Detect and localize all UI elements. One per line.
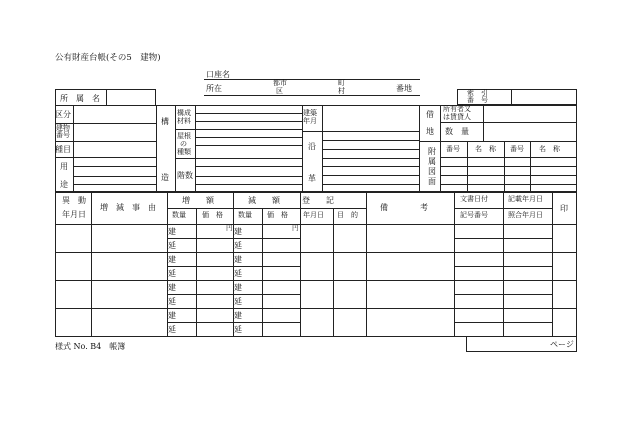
history-label: 沿 bbox=[308, 142, 316, 151]
plan-label-3: 図 bbox=[428, 167, 436, 176]
row-1-building-dec: 建 bbox=[234, 227, 242, 236]
row-1-floor-dec: 延 bbox=[234, 241, 242, 250]
row-2-building-dec: 建 bbox=[234, 255, 242, 264]
number-col-label-2: 番号 bbox=[510, 145, 524, 153]
owner-label-2: は賃貸人 bbox=[443, 113, 471, 121]
material-label: 構成 bbox=[177, 109, 191, 117]
increase-qty-label: 数量 bbox=[172, 211, 186, 219]
form-number-label: 様式 No. B4 帳簿 bbox=[55, 342, 126, 351]
type-label: 種目 bbox=[55, 145, 71, 154]
row-1-floor: 延 bbox=[168, 241, 176, 250]
row-2-floor-dec: 延 bbox=[234, 269, 242, 278]
roof-label: 屋根 bbox=[177, 132, 191, 140]
registry-date-label: 年月日 bbox=[303, 211, 324, 219]
decrease-qty-label: 数量 bbox=[238, 211, 252, 219]
use-label-2: 途 bbox=[60, 180, 68, 189]
row-2-building: 建 bbox=[168, 255, 176, 264]
building-number-label: 建物 bbox=[56, 124, 70, 132]
remarks-label: 備 考 bbox=[380, 203, 428, 212]
history-label-2: 革 bbox=[308, 174, 316, 183]
entry-date-label: 記載年月日 bbox=[508, 195, 543, 203]
leased-land-label: 借 bbox=[426, 110, 434, 119]
built-date-label: 建築 bbox=[303, 109, 317, 117]
index-number-label: 番 号 bbox=[467, 96, 488, 104]
quantity-label: 数 量 bbox=[445, 127, 469, 136]
lot-label: 番地 bbox=[396, 84, 412, 93]
document-title: 公有財産台帳(その5 建物) bbox=[55, 53, 161, 63]
plan-label-1: 附 bbox=[428, 147, 436, 156]
name-col-label: 名 称 bbox=[475, 145, 496, 153]
row-4-floor-dec: 延 bbox=[234, 325, 242, 334]
department-label: 所 属 名 bbox=[60, 94, 100, 103]
row-2-floor: 延 bbox=[168, 269, 176, 278]
registry-label: 登 記 bbox=[302, 196, 334, 205]
material-label-2: 材料 bbox=[177, 117, 191, 125]
doc-number-label: 記号番号 bbox=[460, 211, 488, 219]
row-3-building: 建 bbox=[168, 283, 176, 292]
account-name-label: 口座名 bbox=[206, 70, 230, 79]
doc-date-label: 文書日付 bbox=[460, 195, 488, 203]
category-label: 区分 bbox=[55, 110, 71, 119]
check-date-label: 照合年月日 bbox=[508, 211, 543, 219]
row-3-floor: 延 bbox=[168, 297, 176, 306]
page-label: ページ bbox=[550, 340, 574, 349]
decrease-label: 減 額 bbox=[248, 196, 280, 205]
yen-unit-decrease: 円 bbox=[292, 224, 299, 232]
row-1-building: 建 bbox=[168, 227, 176, 236]
change-date-label-2: 年月日 bbox=[62, 210, 86, 219]
ward-label: 区 bbox=[276, 87, 283, 95]
owner-label: 所有者又 bbox=[443, 105, 471, 113]
use-label: 用 bbox=[60, 162, 68, 171]
city-label: 都市 bbox=[273, 79, 287, 87]
number-col-label: 番号 bbox=[446, 145, 460, 153]
name-col-label-2: 名 称 bbox=[539, 145, 560, 153]
leased-land-label-2: 地 bbox=[426, 127, 434, 136]
increase-label: 増 額 bbox=[182, 196, 214, 205]
decrease-price-label: 価 格 bbox=[267, 211, 288, 219]
plan-label-2: 属 bbox=[428, 157, 436, 166]
location-label: 所在 bbox=[206, 84, 222, 93]
index-label: 索 引 bbox=[467, 89, 488, 97]
town-label: 町 bbox=[338, 79, 345, 87]
increase-price-label: 価 格 bbox=[202, 211, 223, 219]
built-date-label-2: 年月 bbox=[303, 117, 317, 125]
building-number-label-2: 番号 bbox=[56, 131, 70, 139]
registry-purpose-label: 目 的 bbox=[337, 211, 358, 219]
village-label: 村 bbox=[338, 87, 345, 95]
row-4-floor: 延 bbox=[168, 325, 176, 334]
row-4-building-dec: 建 bbox=[234, 311, 242, 320]
structure-label-2: 造 bbox=[161, 173, 169, 182]
seal-label: 印 bbox=[560, 204, 568, 213]
row-3-building-dec: 建 bbox=[234, 283, 242, 292]
floors-label: 階数 bbox=[177, 171, 193, 180]
plan-label-4: 面 bbox=[428, 177, 436, 186]
roof-label-3: 種類 bbox=[177, 148, 191, 156]
yen-unit-increase: 円 bbox=[226, 224, 233, 232]
row-4-building: 建 bbox=[168, 311, 176, 320]
reason-label: 増 減 事 由 bbox=[100, 203, 156, 212]
change-date-label: 異 動 bbox=[62, 196, 86, 205]
roof-label-2: の bbox=[180, 140, 187, 148]
row-3-floor-dec: 延 bbox=[234, 297, 242, 306]
structure-label: 構 bbox=[161, 117, 169, 126]
